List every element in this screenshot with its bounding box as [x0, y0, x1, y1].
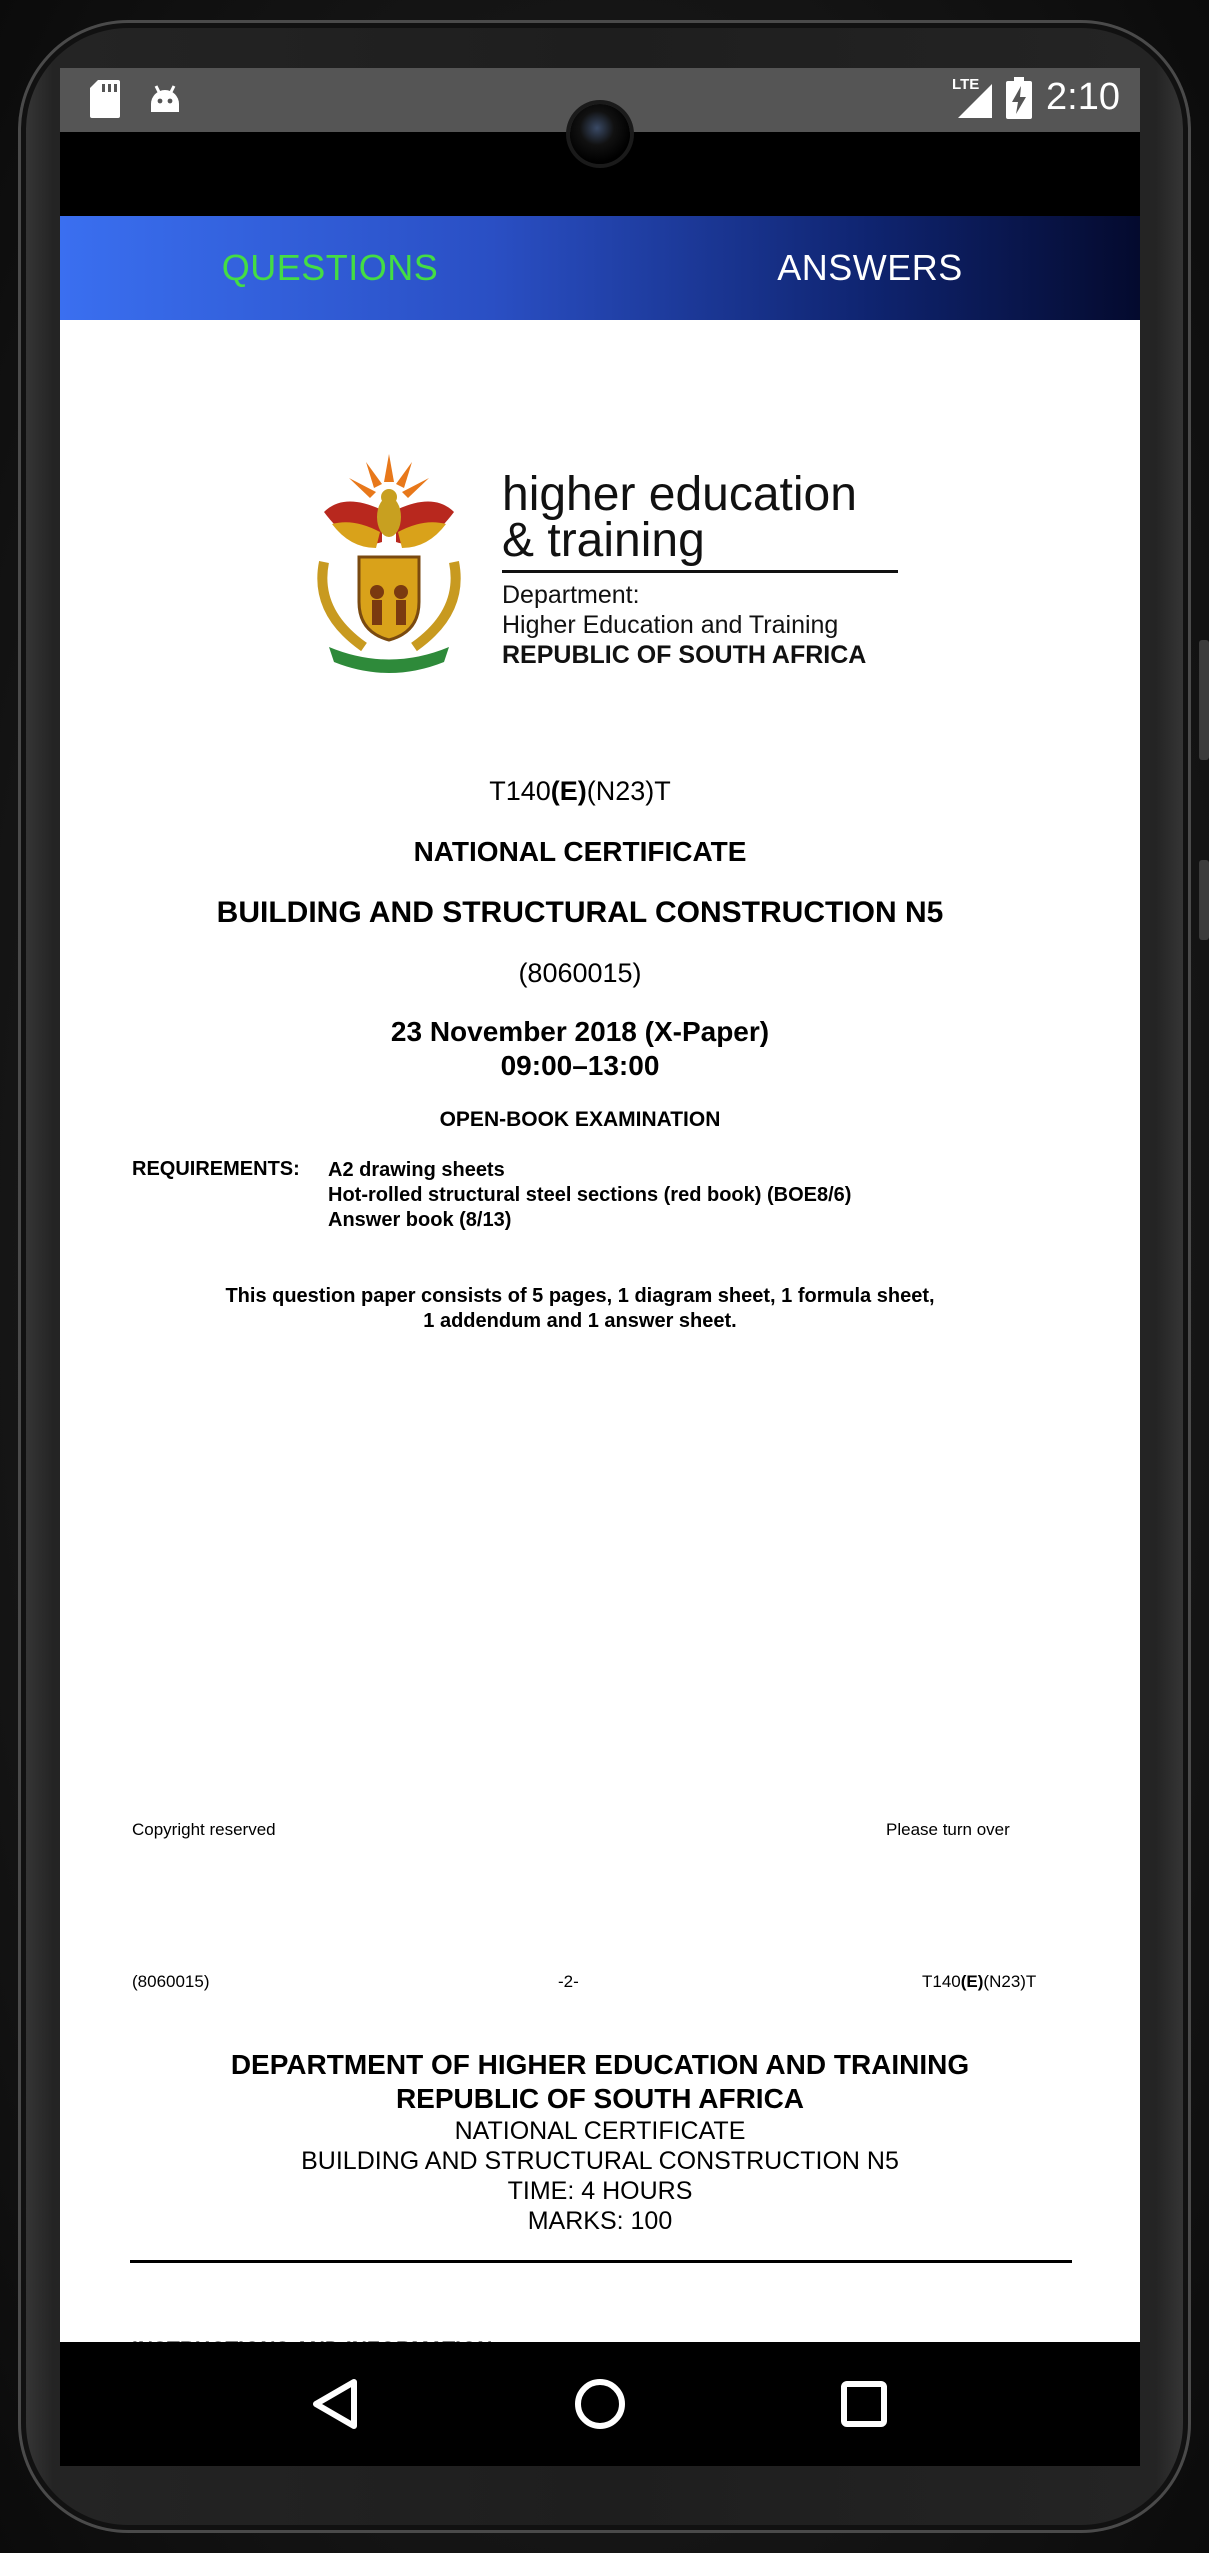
tab-questions[interactable]: QUESTIONS	[221, 247, 439, 288]
requirements-label: REQUIREMENTS:	[132, 1158, 300, 1180]
clock: 2:10	[1046, 76, 1120, 118]
home-button[interactable]	[562, 2366, 638, 2442]
page2-header-right: T140(E)(N23)T	[922, 1972, 1037, 1991]
android-icon	[148, 82, 182, 116]
logo-wordmark: higher education & training	[502, 468, 857, 567]
front-camera	[570, 104, 630, 164]
requirement-item: A2 drawing sheets	[328, 1159, 505, 1181]
subject-title: BUILDING AND STRUCTURAL CONSTRUCTION N5	[216, 896, 944, 929]
battery-charging-icon	[1006, 77, 1032, 119]
page2-header-left: (8060015)	[132, 1972, 210, 1991]
consists-note: This question paper consists of 5 pages, 1 diagram sheet, 1 formula sheet, 1 addendum and 1 answer sheet.	[225, 1285, 935, 1332]
home-icon	[570, 2374, 630, 2434]
page2-heading: DEPARTMENT OF HIGHER EDUCATION AND TRAINING REPUBLIC OF SOUTH AFRICA NATIONAL CERTIFICATE BUILDING AND STRUCTURAL CONSTRUCTION N5 TIME: 4 HOURS MARKS: 100	[230, 2049, 970, 2235]
sd-card-icon	[90, 80, 120, 118]
requirement-item: Answer book (8/13)	[328, 1209, 512, 1231]
pdf-document[interactable]	[60, 320, 1140, 2342]
logo-department: Department: Higher Education and Training REPUBLIC OF SOUTH AFRICA	[502, 581, 867, 669]
exam-date: 23 November 2018 (X-Paper)	[390, 1016, 770, 1047]
logo-divider	[502, 570, 898, 573]
exam-time: 09:00–13:00	[500, 1050, 660, 1081]
requirements-list	[328, 1158, 851, 1233]
lte-signal-icon	[952, 75, 992, 118]
subject-code: (8060015)	[518, 958, 642, 988]
page2-divider	[130, 2260, 1072, 2263]
recents-icon	[834, 2374, 894, 2434]
navigation-bar	[60, 2342, 1140, 2466]
power-button	[1199, 860, 1209, 940]
tab-bar	[60, 216, 1140, 320]
footer-turn-over: Please turn over	[886, 1820, 1010, 1839]
tab-answers[interactable]: ANSWERS	[777, 247, 963, 288]
back-button[interactable]	[296, 2366, 372, 2442]
footer-copyright: Copyright reserved	[132, 1820, 276, 1839]
recents-button[interactable]	[826, 2366, 902, 2442]
dhet-logo	[304, 452, 904, 672]
status-bar	[60, 68, 1140, 132]
requirement-item: Hot-rolled structural steel sections (red book) (BOE8/6)	[328, 1184, 852, 1206]
coat-of-arms-icon	[304, 452, 474, 672]
screen	[60, 68, 1140, 2466]
exam-type: OPEN-BOOK EXAMINATION	[439, 1108, 721, 1131]
network-label: LTE	[952, 75, 980, 93]
page2-page-number: -2-	[558, 1972, 579, 1991]
paper-code: T140(E)(N23)T	[489, 776, 671, 806]
certificate-title: NATIONAL CERTIFICATE	[413, 836, 747, 867]
volume-button	[1199, 640, 1209, 760]
back-icon	[304, 2374, 364, 2434]
